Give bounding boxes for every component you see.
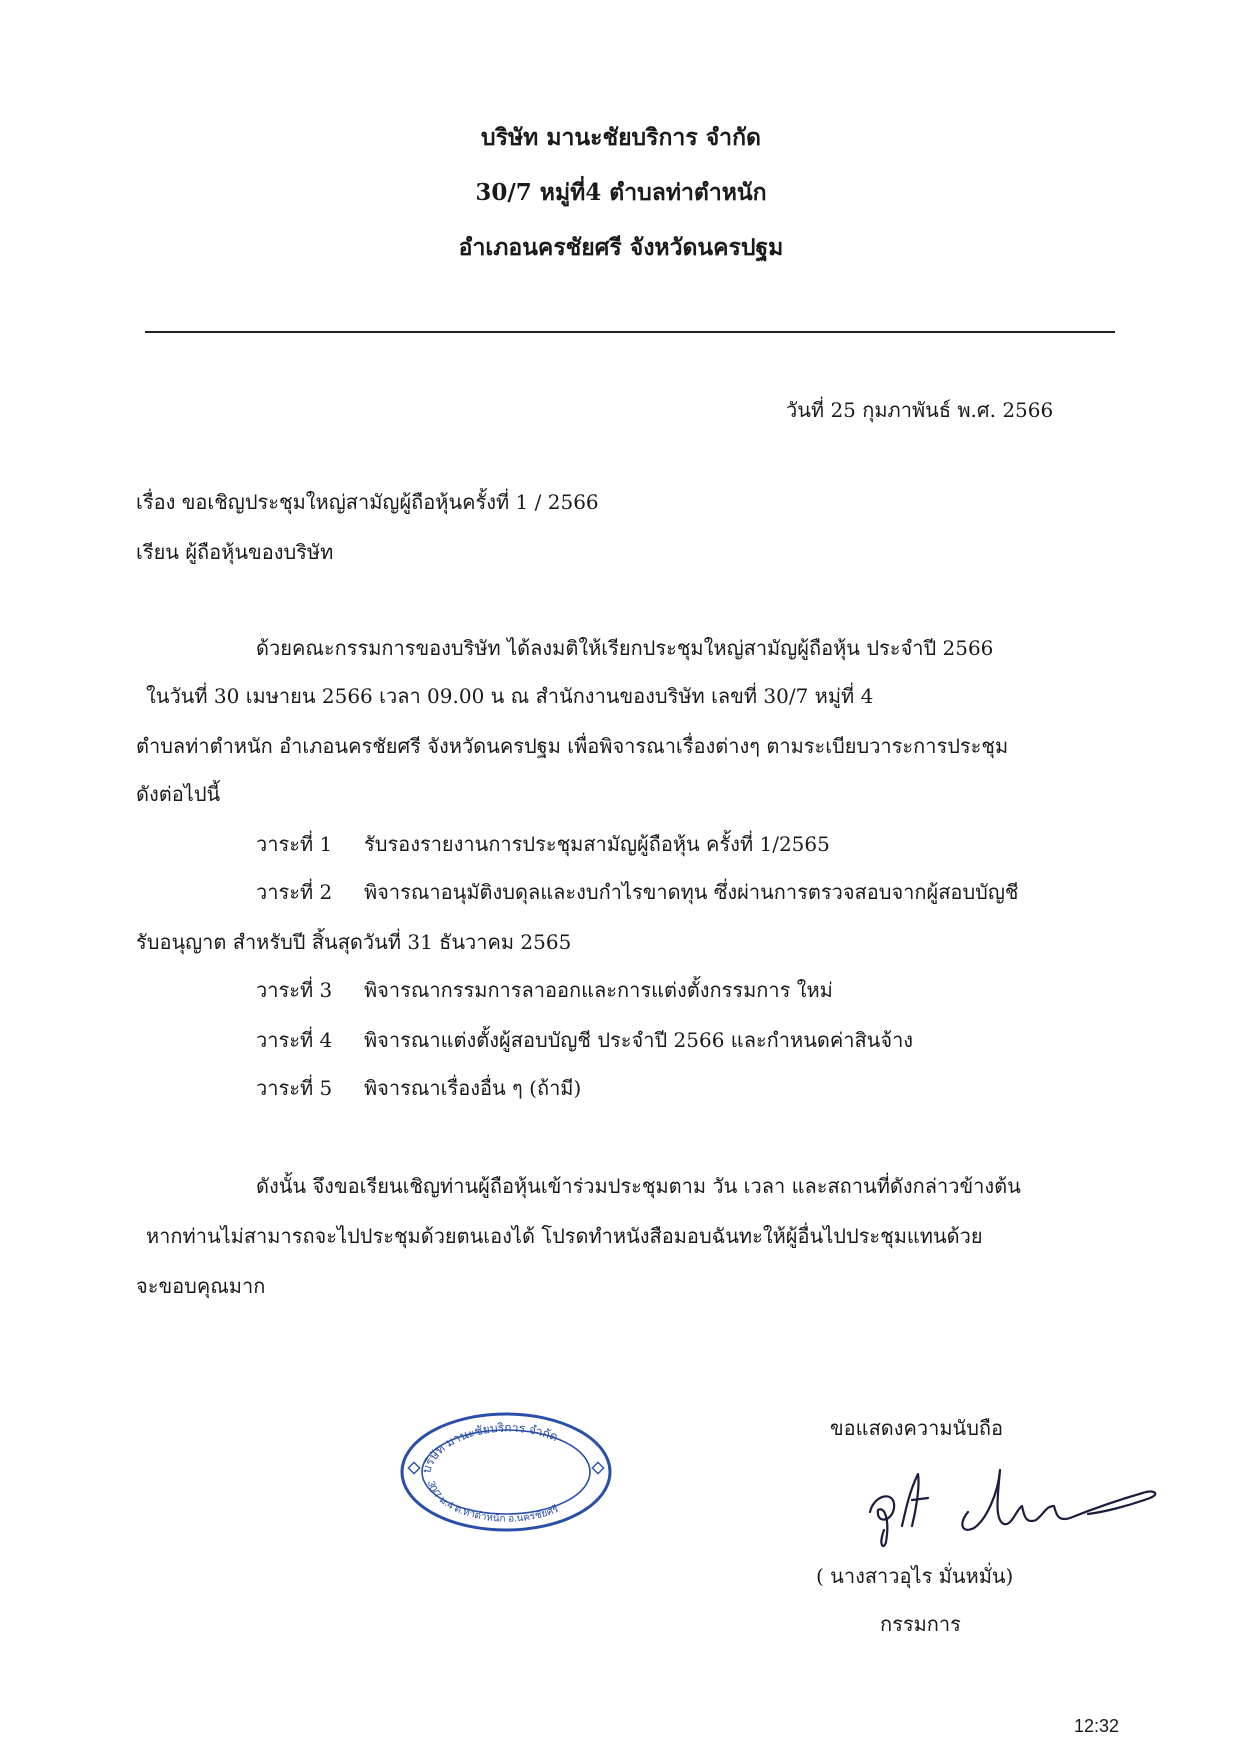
agenda-5-text: พิจารณาเรื่องอื่น ๆ (ถ้ามี) bbox=[364, 1076, 582, 1100]
agenda-2-continuation: รับอนุญาต สำหรับปี สิ้นสุดวันที่ 31 ธันวาคม 2565 bbox=[136, 930, 572, 954]
agenda-5-label: วาระที่ 5 bbox=[256, 1076, 333, 1100]
closing-phrase: ขอแสดงความนับถือ bbox=[830, 1416, 1004, 1440]
letter-date: วันที่ 25 กุมภาพันธ์ พ.ศ. 2566 bbox=[786, 398, 1054, 422]
agenda-3-label: วาระที่ 3 bbox=[256, 978, 333, 1002]
svg-text:บริษัท มานะชัยบริการ จำกัด bbox=[419, 1421, 560, 1475]
body-line-3: ตำบลท่าตำหนัก อำเภอนครชัยศรี จังหวัดนครปฐม เพื่อพิจารณาเรื่องต่างๆ ตามระเบียบวาระการประชุม bbox=[136, 734, 1009, 758]
page-timestamp: 12:32 bbox=[1074, 1716, 1120, 1736]
company-address-line1: 30/7 หมู่ที่4 ตำบลท่าตำหนัก bbox=[475, 179, 767, 206]
letter-subject: เรื่อง ขอเชิญประชุมใหญ่สามัญผู้ถือหุ้นครั้งที่ 1 / 2566 bbox=[136, 490, 599, 514]
agenda-4-text: พิจารณาแต่งตั้งผู้สอบบัญชี ประจำปี 2566 และกำหนดค่าสินจ้าง bbox=[364, 1028, 914, 1052]
agenda-2-text: พิจารณาอนุมัติงบดุลและงบกำไรขาดทุน ซึ่งผ่านการตรวจสอบจากผู้สอบบัญชี bbox=[364, 880, 1019, 904]
agenda-1-label: วาระที่ 1 bbox=[256, 832, 333, 856]
header-divider bbox=[145, 331, 1115, 333]
letter-recipient: เรียน ผู้ถือหุ้นของบริษัท bbox=[136, 540, 334, 564]
body-line-2: ในวันที่ 30 เมษายน 2566 เวลา 09.00 น ณ สำนักงานของบริษัท เลขที่ 30/7 หมู่ที่ 4 bbox=[146, 684, 874, 708]
signature bbox=[850, 1450, 1180, 1555]
conclusion-line-2: หากท่านไม่สามารถจะไปประชุมด้วยตนเองได้ โปรดทำหนังสือมอบฉันทะให้ผู้อื่นไปประชุมแทนด้วย bbox=[146, 1224, 983, 1248]
signatory-name: ( นางสาวอุไร มั่นหมั่น) bbox=[816, 1564, 1014, 1588]
conclusion-line-1: ดังนั้น จึงขอเรียนเชิญท่านผู้ถือหุ้นเข้าร่วมประชุมตาม วัน เวลา และสถานที่ดังกล่าวข้างต้น bbox=[256, 1174, 1021, 1198]
agenda-1-text: รับรองรายงานการประชุมสามัญผู้ถือหุ้น ครั้งที่ 1/2565 bbox=[364, 832, 830, 856]
agenda-4-label: วาระที่ 4 bbox=[256, 1028, 333, 1052]
stamp-top-text: บริษัท มานะชัยบริการ จำกัด bbox=[419, 1420, 560, 1475]
agenda-3-text: พิจารณากรรมการลาออกและการแต่งตั้งกรรมการ ใหม่ bbox=[364, 978, 833, 1002]
conclusion-line-3: จะขอบคุณมาก bbox=[136, 1274, 266, 1298]
stamp-bottom-text: 30/7 ม.4 ต.ท่าตำหนัก อ.นครชัยศรี bbox=[424, 1480, 561, 1525]
agenda-2-label: วาระที่ 2 bbox=[256, 880, 333, 904]
company-stamp bbox=[398, 1410, 614, 1534]
body-line-1: ด้วยคณะกรรมการของบริษัท ได้ลงมติให้เรียกประชุมใหญ่สามัญผู้ถือหุ้น ประจำปี 2566 bbox=[256, 636, 994, 660]
company-name: บริษัท มานะชัยบริการ จำกัด bbox=[481, 124, 761, 151]
body-line-4: ดังต่อไปนี้ bbox=[136, 782, 221, 806]
signatory-position: กรรมการ bbox=[880, 1612, 961, 1636]
company-address-line2: อำเภอนครชัยศรี จังหวัดนครปฐม bbox=[458, 234, 784, 261]
